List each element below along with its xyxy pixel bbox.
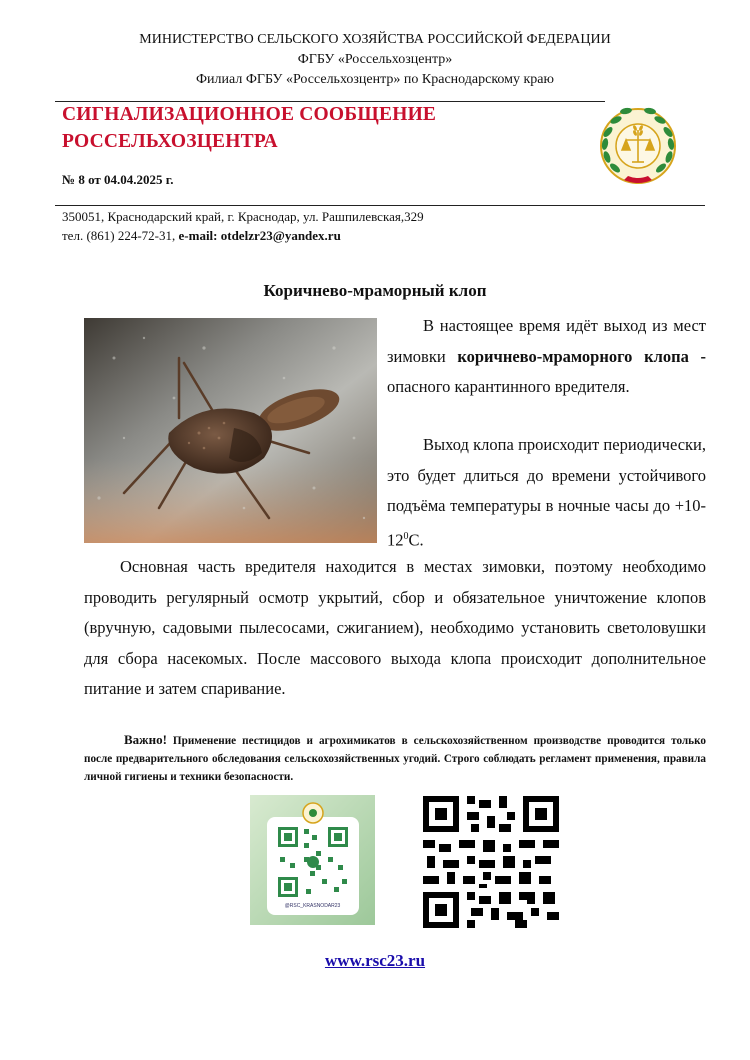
paragraph-2-tail: С. — [408, 530, 424, 549]
org-name: ФГБУ «Россельхозцентр» — [297, 52, 453, 67]
title-line-1: СИГНАЛИЗАЦИОННОЕ СООБЩЕНИЕ — [62, 104, 437, 125]
topic-title: Коричнево-мраморный клоп — [263, 281, 487, 300]
phone-text: тел. (861) 224-72-31, — [62, 228, 176, 243]
paragraph-1-text: В настоящее время идёт выход из мест зимовки — [387, 316, 706, 366]
brown-marmorated-stink-bug-photo — [84, 318, 377, 543]
paragraph-1 — [387, 311, 706, 403]
address-rule — [55, 205, 705, 206]
degree-superscript: 0 — [403, 530, 409, 542]
paragraph-1-bold: коричнево-мраморного клопа - — [457, 346, 706, 366]
contacts-line — [62, 228, 341, 244]
rosselkhozcenter-emblem — [596, 102, 680, 188]
paragraph-2-text: Выход клопа происходит периодически, это будет длиться до времени устойчивого подъёма температуры в ночные часы до +10-12 — [387, 435, 706, 549]
title-line-2: РОССЕЛЬХОЗЦЕНТРА — [62, 131, 278, 152]
address-text: 350051, Краснодарский край, г. Краснодар, ул. Рашпилевская,329 — [62, 209, 424, 224]
qr-card-caption: @RSC_KRASNODAR23 — [284, 903, 341, 909]
email-link[interactable]: otdelzr23@yandex.ru — [220, 228, 341, 243]
important-text: Применение пестицидов и агрохимикатов в сельскохозяйственном производстве проводится только после предварительного обследования сельскохозяйственных угодий. Строго соблюдать регламент применения, правила личной гигиены и техники безопасности. — [84, 735, 706, 783]
telegram-qr-card[interactable] — [250, 795, 375, 925]
website-qr-code[interactable] — [423, 795, 559, 929]
email-label: e-mail: — [178, 228, 218, 243]
ministry-name: МИНИСТЕРСТВО СЕЛЬСКОГО ХОЗЯЙСТВА РОССИЙСКОЙ ФЕДЕРАЦИИ — [139, 32, 611, 47]
website-link[interactable]: www.rsc23.ru — [324, 951, 426, 970]
important-label: Важно! — [124, 732, 167, 747]
paragraph-1-tail: опасного карантинного вредителя. — [387, 377, 630, 396]
doc-number: № 8 от 04.04.2025 г. — [62, 172, 174, 187]
important-note — [84, 731, 706, 786]
paragraph-3: Основная часть вредителя находится в местах зимовки, поэтому необходимо проводить регулярный осмотр укрытий, сбор и обязательное уничтожение клопов (вручную, садовыми пылесосами, сжиганием), необходимо установить светоловушки для сбора насекомых. После массового выхода клопа происходит дополнительное питание и затем спаривание. — [84, 557, 706, 698]
branch-name: Филиал ФГБУ «Россельхозцентр» по Краснодарскому краю — [196, 72, 554, 87]
top-rule — [55, 101, 605, 102]
paragraph-2 — [387, 430, 706, 556]
